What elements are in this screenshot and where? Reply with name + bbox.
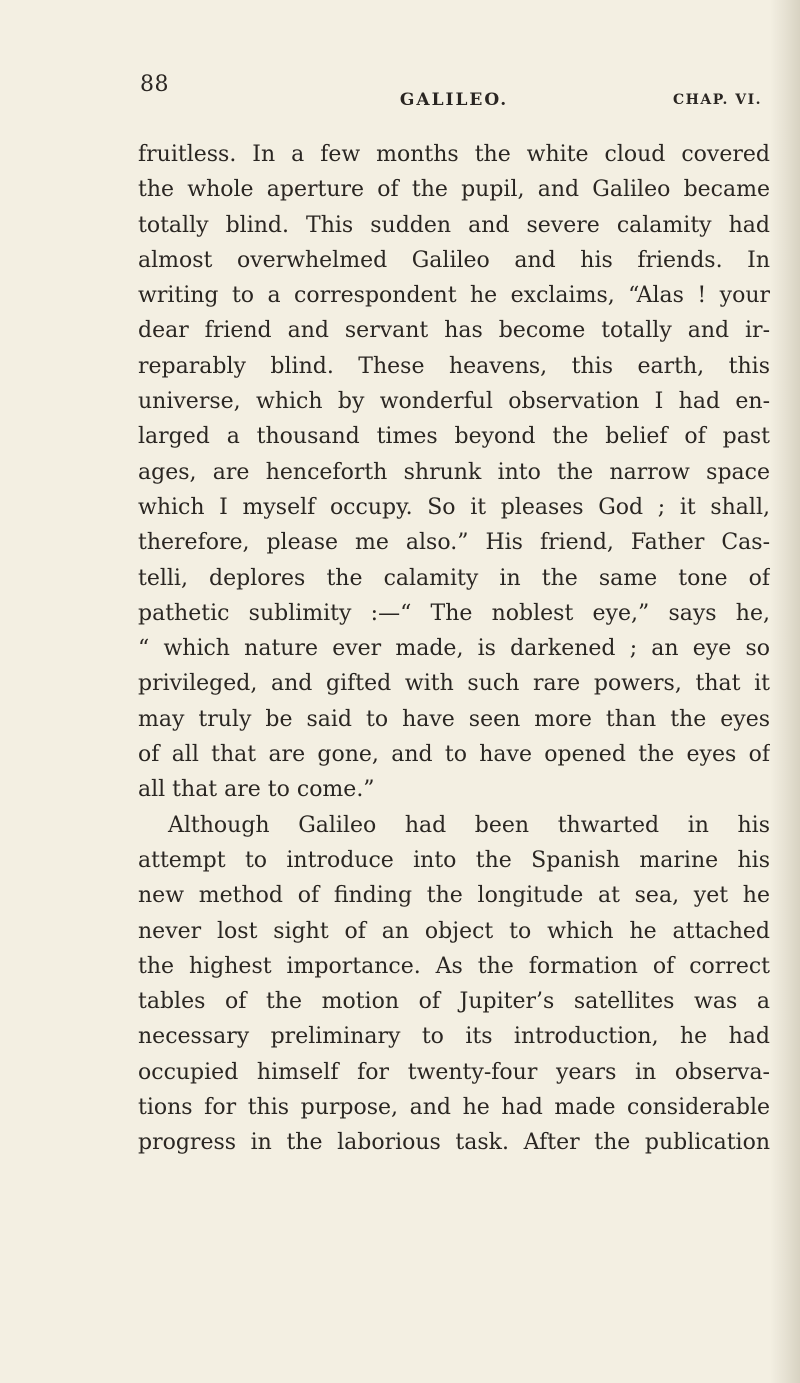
text-line: writing to a correspondent he exclaims, “Alas ! your — [138, 283, 770, 309]
text-line: therefore, please me also.” His friend, Father Cas- — [138, 530, 770, 556]
text-line: pathetic sublimity :—“ The noblest eye,” says he, — [138, 600, 770, 626]
text-line: all that are to come.” — [138, 777, 375, 803]
text-line: almost overwhelmed Galileo and his friends. In — [138, 247, 770, 273]
chapter-label: CHAP. VI. — [673, 92, 762, 108]
text-line: never lost sight of an object to which he attached — [138, 918, 770, 944]
text-line: tables of the motion of Jupiter’s satellites was a — [138, 989, 770, 1015]
text-line: which I myself occupy. So it pleases God ; it shall, — [138, 494, 770, 520]
page-header — [140, 72, 768, 112]
text-line: may truly be said to have seen more than the eyes — [138, 706, 770, 732]
text-line: progress in the laborious task. After the publication — [138, 1130, 770, 1156]
text-line: “ which nature ever made, is darkened ; an eye so — [138, 636, 770, 662]
text-line: tions for this purpose, and he had made considerable — [138, 1095, 770, 1121]
text-line: attempt to introduce into the Spanish marine his — [138, 847, 770, 873]
text-line: Although Galileo had been thwarted in his — [168, 812, 770, 838]
text-line: universe, which by wonderful observation I had en- — [138, 389, 770, 415]
running-title: GALILEO. — [399, 90, 509, 110]
text-line: new method of finding the longitude at sea, yet he — [138, 883, 770, 909]
text-line: privileged, and gifted with such rare powers, that it — [138, 671, 770, 697]
text-line: the highest importance. As the formation of correct — [138, 953, 770, 979]
text-line: the whole aperture of the pupil, and Galileo became — [138, 177, 770, 203]
text-line: dear friend and servant has become totally and ir- — [138, 318, 770, 344]
text-line: ages, are henceforth shrunk into the narrow space — [138, 459, 770, 485]
text-line: reparably blind. These heavens, this earth, this — [138, 353, 770, 379]
text-line: necessary preliminary to its introduction, he had — [138, 1024, 770, 1050]
text-line: totally blind. This sudden and severe calamity had — [138, 212, 770, 238]
text-line: larged a thousand times beyond the belief of past — [138, 424, 770, 450]
text-line: fruitless. In a few months the white cloud covered — [138, 142, 770, 167]
text-line: occupied himself for twenty-four years in observa- — [138, 1059, 770, 1085]
text-line: telli, deplores the calamity in the same tone of — [138, 565, 770, 591]
body-text — [138, 137, 770, 1161]
text-line: of all that are gone, and to have opened the eyes of — [138, 742, 770, 768]
page-number: 88 — [140, 72, 169, 97]
